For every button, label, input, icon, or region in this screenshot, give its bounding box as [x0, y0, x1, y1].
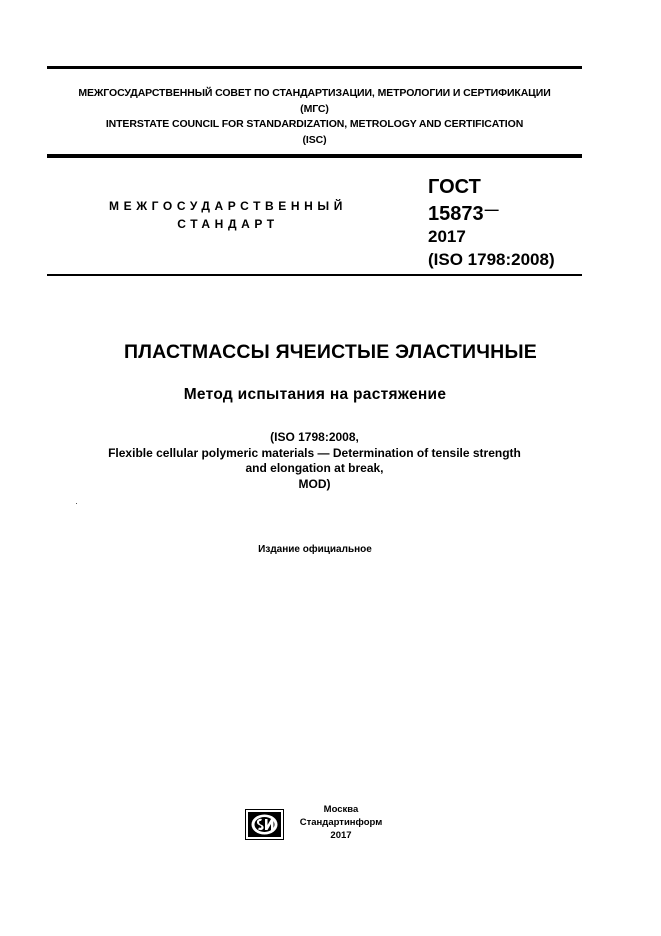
council-ru-name: МЕЖГОСУДАРСТВЕННЫЙ СОВЕТ ПО СТАНДАРТИЗАЦИИ, МЕТРОЛОГИИ И СЕРТИФИКАЦИИ — [78, 87, 551, 99]
publisher-year: 2017 — [330, 830, 352, 841]
edition-label: Издание официальное — [258, 544, 372, 555]
iso-reference — [47, 430, 582, 492]
bottom-rule — [47, 274, 582, 276]
publisher-city: Москва — [323, 804, 359, 815]
gost-designation — [428, 176, 555, 271]
gost-number-line — [428, 198, 555, 225]
document-title: ПЛАСТМАССЫ ЯЧЕИСТЫЕ ЭЛАСТИЧНЫЕ — [124, 341, 537, 363]
middle-rule — [47, 154, 582, 158]
gost-year: 2017 — [428, 227, 466, 246]
iso-reference-line3: and elongation at break, — [245, 461, 384, 475]
council-header — [47, 86, 582, 148]
council-ru-abbr: (МГС) — [300, 102, 329, 115]
council-en-abbr: (ISC) — [302, 133, 327, 146]
document-subtitle: Метод испытания на растяжение — [183, 386, 447, 403]
publisher-info — [289, 803, 393, 842]
standard-kind-line1: МЕЖГОСУДАРСТВЕННЫЙ — [109, 199, 347, 213]
top-rule — [47, 66, 582, 69]
logo-graphic — [245, 809, 284, 840]
gost-number: 15873 — [428, 203, 484, 225]
iso-reference-line2: Flexible cellular polymeric materials — Determination of tensile strength — [108, 445, 521, 460]
publisher-name: Стандартинформ — [299, 817, 383, 828]
standartinform-logo-icon — [245, 809, 284, 840]
standard-kind — [94, 197, 362, 233]
iso-equivalent: (ISO 1798:2008) — [428, 250, 555, 269]
gost-dash: — — [484, 201, 499, 217]
iso-reference-line1: (ISO 1798:2008, — [270, 430, 359, 444]
council-en-name: INTERSTATE COUNCIL FOR STANDARDIZATION, METROLOGY AND CERTIFICATION — [105, 118, 524, 130]
iso-reference-line4: MOD) — [298, 476, 331, 491]
standard-kind-line2: СТАНДАРТ — [177, 217, 279, 231]
gost-label: ГОСТ — [428, 176, 481, 198]
scan-speck — [76, 503, 77, 504]
